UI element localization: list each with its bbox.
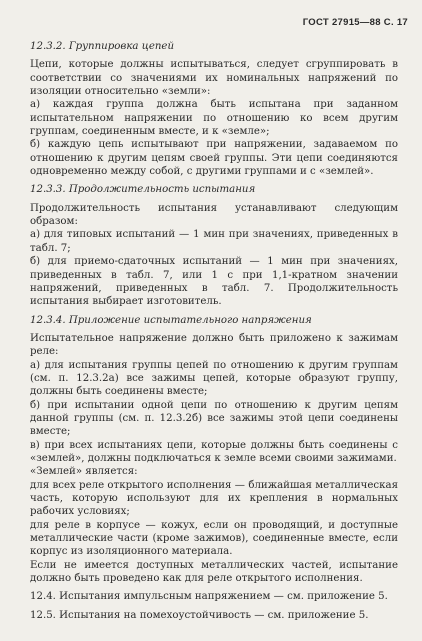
- paragraph: Продолжительность испытания устанавливают следующим образом:: [30, 202, 398, 228]
- paragraph: б) каждую цепь испытывают при напряжении, задаваемом по отношению к другим цепям своей группы. Эти цепи соединяются одновременно между собой, с другими группами и с «землей».: [30, 139, 398, 178]
- section-12-4: 12.4. Испытания импульсным напряжением — см. приложение 5.: [30, 591, 388, 603]
- paragraph: а) для испытания группы цепей по отношению к другим группам (см. п. 12.3.2а) все зажимы цепей, которые образуют группу, должны быть соединены вместе;: [30, 359, 398, 398]
- section-heading-12-3-3: 12.3.3. Продолжительность испытания: [30, 184, 256, 196]
- paragraph: Цепи, которые должны испытываться, следует сгруппировать в соответствии со значениями их номинальных напряжений по изоляции относительно «земли»:: [30, 59, 398, 98]
- page-header: ГОСТ 27915—88 С. 17: [302, 17, 408, 28]
- document-body: [30, 40, 398, 622]
- section-heading-12-3-2: 12.3.2. Группировка цепей: [30, 41, 175, 52]
- paragraph: в) при всех испытаниях цепи, которые должны быть соединены с «землей», должны подключаться к земле всеми своими зажимами.: [30, 439, 398, 464]
- section-heading-12-3-4: 12.3.4. Приложение испытательного напряжения: [30, 314, 312, 326]
- paragraph: а) каждая группа должна быть испытана при заданном испытательном напряжении по отношению ко всем другим группам, соединенным вместе, и к «земле»;: [30, 99, 398, 138]
- section-12-5: 12.5. Испытания на помехоустойчивость — см. приложение 5.: [30, 609, 369, 621]
- paragraph: для реле в корпусе — кожух, если он проводящий, и доступные металлические части (кроме зажимов), соединенные вместе, если корпус из изоляционного материала.: [30, 519, 398, 558]
- paragraph: б) для приемо-сдаточных испытаний — 1 мин при значениях, приведенных в табл. 7, или 1 с при 1,1-кратном значении напряжений, приведенных в табл. 7. Продолжительность испытания выбирает изготовитель.: [30, 256, 398, 308]
- paragraph: Испытательное напряжение должно быть приложено к зажимам реле:: [30, 332, 398, 358]
- paragraph: Если не имеется доступных металлических частей, испытание должно быть проведено как для реле открытого исполнения.: [30, 559, 398, 585]
- paragraph: а) для типовых испытаний — 1 мин при значениях, приведенных в табл. 7;: [30, 229, 398, 254]
- paragraph: «Землей» является:: [30, 466, 138, 478]
- paragraph: для всех реле открытого исполнения — ближайшая металлическая часть, которую используют для их крепления в нормальных рабочих условиях;: [30, 479, 398, 518]
- paragraph: б) при испытании одной цепи по отношению к другим цепям данной группы (см. п. 12.3.2б) все зажимы этой цепи соединены вместе;: [30, 399, 398, 438]
